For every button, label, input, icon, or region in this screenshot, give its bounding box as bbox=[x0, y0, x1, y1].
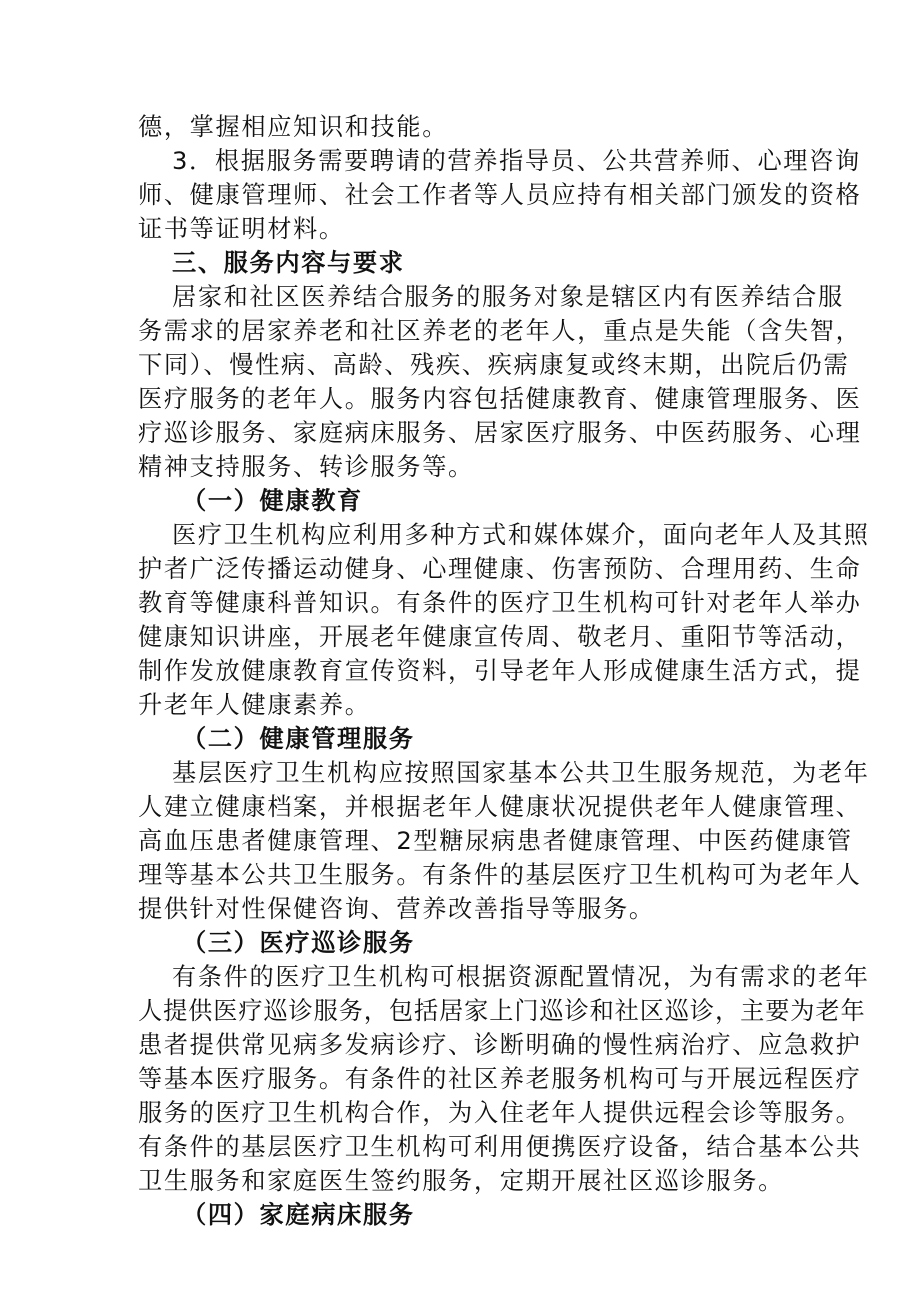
text-line: 服务的医疗卫生机构合作，为入住老年人提供远程会诊等服务。 bbox=[138, 1099, 862, 1127]
subsection-heading: （二）健康管理服务 bbox=[182, 725, 415, 753]
text-line: 患者提供常见病多发病诊疗、诊断明确的慢性病治疗、应急救护 bbox=[138, 1031, 862, 1059]
subsection-heading: （三）医疗巡诊服务 bbox=[182, 929, 415, 957]
text-line: 人提供医疗巡诊服务，包括居家上门巡诊和社区巡诊，主要为老年 bbox=[138, 997, 866, 1025]
text-line: 医疗卫生机构应利用多种方式和媒体媒介，面向老年人及其照 bbox=[172, 521, 870, 549]
text-line: 高血压患者健康管理、2型糖尿病患者健康管理、中医药健康管 bbox=[138, 827, 853, 855]
subsection-heading: （一）健康教育 bbox=[182, 487, 363, 515]
text-line: 有条件的基层医疗卫生机构可利用便携医疗设备，结合基本公共 bbox=[138, 1133, 862, 1161]
text-line: 基层医疗卫生机构应按照国家基本公共卫生服务规范，为老年 bbox=[172, 759, 870, 787]
text-line: 3．根据服务需要聘请的营养指导员、公共营养师、心理咨询 bbox=[172, 147, 861, 175]
text-line: 理等基本公共卫生服务。有条件的基层医疗卫生机构可为老年人 bbox=[138, 861, 862, 889]
text-line: 疗巡诊服务、家庭病床服务、居家医疗服务、中医药服务、心理 bbox=[138, 419, 862, 447]
text-line: 等基本医疗服务。有条件的社区养老服务机构可与开展远程医疗 bbox=[138, 1065, 862, 1093]
text-line: 健康知识讲座，开展老年健康宣传周、敬老月、重阳节等活动， bbox=[138, 623, 862, 651]
text-line: 德，掌握相应知识和技能。 bbox=[138, 113, 449, 141]
text-line: 教育等健康科普知识。有条件的医疗卫生机构可针对老年人举办 bbox=[138, 589, 862, 617]
text-line: 人建立健康档案，并根据老年人健康状况提供老年人健康管理、 bbox=[138, 793, 862, 821]
text-line: 护者广泛传播运动健身、心理健康、伤害预防、合理用药、生命 bbox=[138, 555, 862, 583]
text-line: 精神支持服务、转诊服务等。 bbox=[138, 453, 474, 481]
section-heading: 三、服务内容与要求 bbox=[172, 249, 405, 277]
text-line: 医疗服务的老年人。服务内容包括健康教育、健康管理服务、医 bbox=[138, 385, 862, 413]
text-line: 升老年人健康素养。 bbox=[138, 691, 371, 719]
text-line: 有条件的医疗卫生机构可根据资源配置情况，为有需求的老年 bbox=[172, 963, 870, 991]
text-line: 下同）、慢性病、高龄、残疾、疾病康复或终末期，出院后仍需 bbox=[138, 351, 850, 379]
text-line: 制作发放健康教育宣传资料，引导老年人形成健康生活方式，提 bbox=[138, 657, 862, 685]
text-line: 提供针对性保健咨询、营养改善指导等服务。 bbox=[138, 895, 655, 923]
text-line: 卫生服务和家庭医生签约服务，定期开展社区巡诊服务。 bbox=[138, 1167, 784, 1195]
text-line: 证书等证明材料。 bbox=[138, 215, 345, 243]
text-line: 师、健康管理师、社会工作者等人员应持有相关部门颁发的资格 bbox=[138, 181, 862, 209]
subsection-heading: （四）家庭病床服务 bbox=[182, 1201, 415, 1229]
text-line: 务需求的居家养老和社区养老的老年人，重点是失能（含失智， bbox=[138, 317, 862, 345]
text-line: 居家和社区医养结合服务的服务对象是辖区内有医养结合服 bbox=[172, 283, 844, 311]
